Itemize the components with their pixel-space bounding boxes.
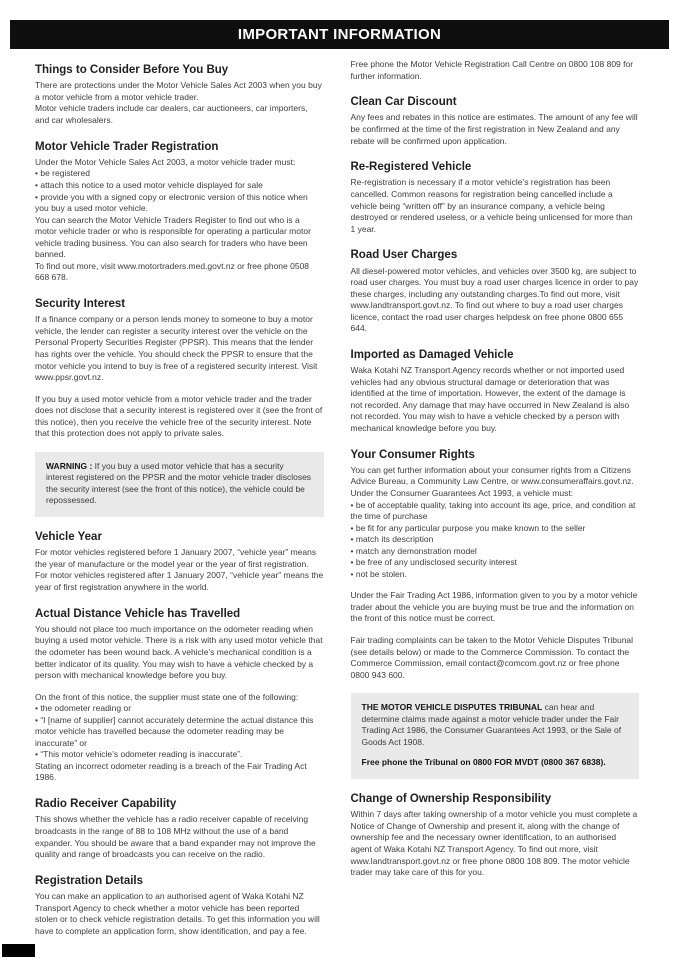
paragraph: Fair trading complaints can be taken to the Motor Vehicle Disputes Tribunal (see details below) or made to the Commerce Commission. To contact the Commerce Commission, email contact@comcom.govt.nz or free phone 0800 943 600. — [350, 635, 634, 680]
section-re-registered-vehicle — [351, 160, 640, 235]
section-heading: Imported as Damaged Vehicle — [350, 348, 514, 361]
section-change-of-ownership — [351, 792, 640, 879]
paragraph: If you buy a used motor vehicle from a motor vehicle trader and the trader does not disclose that a security interest is registered over it (see the front of this notice), then you receive the vehicle free of the security interest. Note that this protection does not apply to private sales. — [35, 393, 323, 439]
content-columns — [0, 49, 679, 960]
section-heading: Security Interest — [35, 297, 126, 310]
bullet-item: • be registered — [35, 168, 90, 179]
bullet-item: • attach this notice to a used motor vehicle displayed for sale — [35, 180, 263, 191]
section-heading: Things to Consider Before You Buy — [35, 64, 229, 76]
section-registration-call-centre — [351, 59, 640, 82]
section-heading: Motor Vehicle Trader Registration — [35, 140, 219, 153]
paragraph: Motor vehicle traders include car dealers, car auctioneers, car importers, and car wholesalers. — [35, 103, 308, 126]
section-heading: Clean Car Discount — [350, 96, 457, 109]
paragraph: To find out more, visit www.motortraders.med.govt.nz or free phone 0508 668 678. — [35, 260, 310, 283]
paragraph: Waka Kotahi NZ Transport Agency records whether or not imported used vehicles had any obvious structural damage or deterioration that was identified at the time of importation. However, the extent of the damage is not recorded. Any damage that may have occurred in New Zealand is also not recorded. You may wish to have a vehicle checked by a person with mechanical knowledge before you buy. — [350, 365, 630, 433]
paragraph: On the front of this notice, the supplier must state one of the following: — [35, 691, 299, 702]
bullet-item: • provide you with a signed copy or electronic version of this notice when you buy a used motor vehicle. — [35, 191, 308, 214]
paragraph: All diesel-powered motor vehicles, and vehicles over 3500 kg, are subject to road user charges. You must buy a road user charges licence in order to pay these charges, including any outstanding charges.To find out more, visit www.landtransport.govt.nz. To find out where to buy a road user charges licence, contact the road user charges helpdesk on free phone 0800 655 644. — [350, 265, 639, 334]
section-heading: Radio Receiver Capability — [35, 798, 177, 811]
paragraph: You can search the Motor Vehicle Traders Register to find out who is a motor vehicle trader or who is responsible for operating a particular motor vehicle trading business. You can also search for traders who have been banned. — [35, 214, 311, 260]
bullet-item: • be free of any undisclosed security interest — [350, 557, 517, 568]
section-heading: Your Consumer Rights — [350, 448, 475, 461]
section-heading: Vehicle Year — [35, 530, 102, 543]
paragraph: Under the Motor Vehicle Sales Act 2003, a motor vehicle trader must: — [35, 156, 296, 167]
section-heading: Road User Charges — [350, 249, 458, 262]
box-footer-text: Free phone the Tribunal on 0800 FOR MVDT (0800 367 6838). — [361, 757, 606, 768]
section-radio-receiver — [35, 797, 324, 861]
warning-box — [35, 452, 324, 517]
box-text: THE MOTOR VEHICLE DISPUTES TRIBUNAL can hear and determine claims made against a motor vehicle trader under the Fair Trading Act 1986, the Consumer Guarantees Act 1993, or the Sale of Goods Act 1908. — [361, 702, 622, 747]
section-consumer-rights — [351, 448, 640, 682]
right-column — [351, 59, 640, 960]
section-heading: Registration Details — [35, 874, 143, 887]
paragraph: You should not place too much importance on the odometer reading when buying a used motor vehicle. There is a risk with any used motor vehicle that the odometer has been wound back. A vehicle’s mechanical condition is a better indicator of its quality. You may wish to have a vehicle checked by a person with mechanical knowledge before you buy. — [35, 623, 323, 681]
paragraph: Re-registration is necessary if a motor vehicle’s registration has been cancelled. Common reasons for registration being cancelled include a vehicle being “written off” by an insurance company, a vehicle being destroyed or rendered useless, or a vehicle being unlicensed for more than 1 year. — [350, 177, 633, 234]
paragraph: Any fees and rebates in this notice are estimates. The amount of any fee will be confirmed at the time of the first registration in New Zealand and any rebate will be confirmed upon application. — [350, 112, 638, 146]
bullet-item: • not be stolen. — [350, 568, 407, 579]
paragraph: There are protections under the Motor Vehicle Sales Act 2003 when you buy a motor vehicle from a motor vehicle trader. — [35, 80, 322, 102]
section-trader-registration — [35, 140, 324, 284]
box-title: WARNING : — [46, 460, 93, 471]
section-registration-details — [35, 874, 324, 938]
paragraph: Under the Consumer Guarantees Act 1993, a vehicle must: — [350, 488, 574, 498]
corner-print-mark — [2, 944, 35, 957]
section-road-user-charges — [351, 248, 640, 335]
paragraph: This shows whether the vehicle has a radio receiver capable of receiving broadcasts in the range of 88 to 108 MHz without the use of a band expander. You should be aware that a band expander may not improve the quality and range of broadcasts you can receive on the radio. — [35, 814, 316, 860]
box-footer — [362, 757, 629, 769]
paragraph: You can make an application to an authorised agent of Waka Kotahi NZ Transport Agency to check whether a motor vehicle has been reported stolen or to check vehicle registration details. To get this information you will have to complete an application form, show identification, and pay a fee. — [35, 890, 320, 936]
page-title: IMPORTANT INFORMATION — [10, 20, 669, 49]
bullet-item: • “This motor vehicle’s odometer reading is inaccurate”. — [35, 749, 243, 760]
bullet-item: • match its description — [350, 534, 434, 545]
section-things-to-consider — [35, 63, 324, 127]
bullet-item: • be of acceptable quality, taking into account its age, price, and condition at the time of purchase — [350, 499, 636, 522]
section-disputes-tribunal — [351, 693, 640, 779]
section-warning — [35, 452, 324, 517]
paragraph: Within 7 days after taking ownership of a motor vehicle you must complete a Notice of Change of Ownership and present it, along with the change of ownership fee and the necessary owner identification, to an authorised agent of Waka Kotahi NZ Transport Agency. To find out more, visit www.landtransport.govt.nz or free phone 0800 108 809. The motor vehicle trader may take care of this for you. — [350, 809, 638, 878]
section-heading: Change of Ownership Responsibility — [350, 792, 552, 805]
bullet-item: • “I [name of supplier] cannot accurately determine the actual distance this motor vehicle has travelled because the odometer reading may be inaccurate” or — [35, 714, 314, 748]
section-actual-distance — [35, 607, 324, 784]
bullet-item: • the odometer reading or — [35, 703, 132, 714]
section-heading: Re-Registered Vehicle — [350, 161, 472, 174]
section-security-interest — [35, 297, 324, 440]
section-imported-as-damaged — [351, 348, 640, 435]
box-text: WARNING : If you buy a used motor vehicle that has a security interest registered on the PPSR and the motor vehicle trader discloses the security interest (see the front of this notice), the vehicle could be repossessed. — [46, 460, 312, 506]
paragraph: If a finance company or a person lends money to someone to buy a motor vehicle, the lender can register a security interest over the vehicle on the Personal Property Securities Register (PPSR). This means that the lender has rights over the vehicle. You should check the PPSR to ensure that the motor vehicle you intend to buy is free of a registered security interest. Visit www.ppsr.govt.nz. — [35, 314, 318, 383]
paragraph: Free phone the Motor Vehicle Registration Call Centre on 0800 108 809 for further information. — [350, 59, 634, 81]
box-title: THE MOTOR VEHICLE DISPUTES TRIBUNAL — [361, 702, 543, 713]
paragraph: Under the Fair Trading Act 1986, information given to you by a motor vehicle trader about the vehicle you are buying must be true and the information on the front of this notice must be correct. — [350, 590, 638, 624]
bullet-item: • be fit for any particular purpose you make known to the seller — [350, 522, 586, 533]
bullet-item: • match any demonstration model — [350, 545, 477, 556]
left-column — [35, 59, 324, 960]
paragraph: Stating an incorrect odometer reading is a breach of the Fair Trading Act 1986. — [35, 760, 307, 783]
paragraph: For motor vehicles registered before 1 January 2007, “vehicle year” means the year of manufacture or the model year or the year of first registration. For motor vehicles registered after 1 January 2007, “vehicle year” means the year of first registration anywhere in the world. — [35, 547, 324, 592]
section-vehicle-year — [35, 530, 324, 594]
paragraph: You can get further information about your consumer rights from a Citizens Advice Bureau, a Community Law Centre, or www.consumeraffairs.govt.nz. — [350, 464, 634, 487]
tribunal-box — [351, 693, 640, 779]
section-clean-car-discount — [351, 95, 640, 147]
section-heading: Actual Distance Vehicle has Travelled — [35, 607, 241, 620]
